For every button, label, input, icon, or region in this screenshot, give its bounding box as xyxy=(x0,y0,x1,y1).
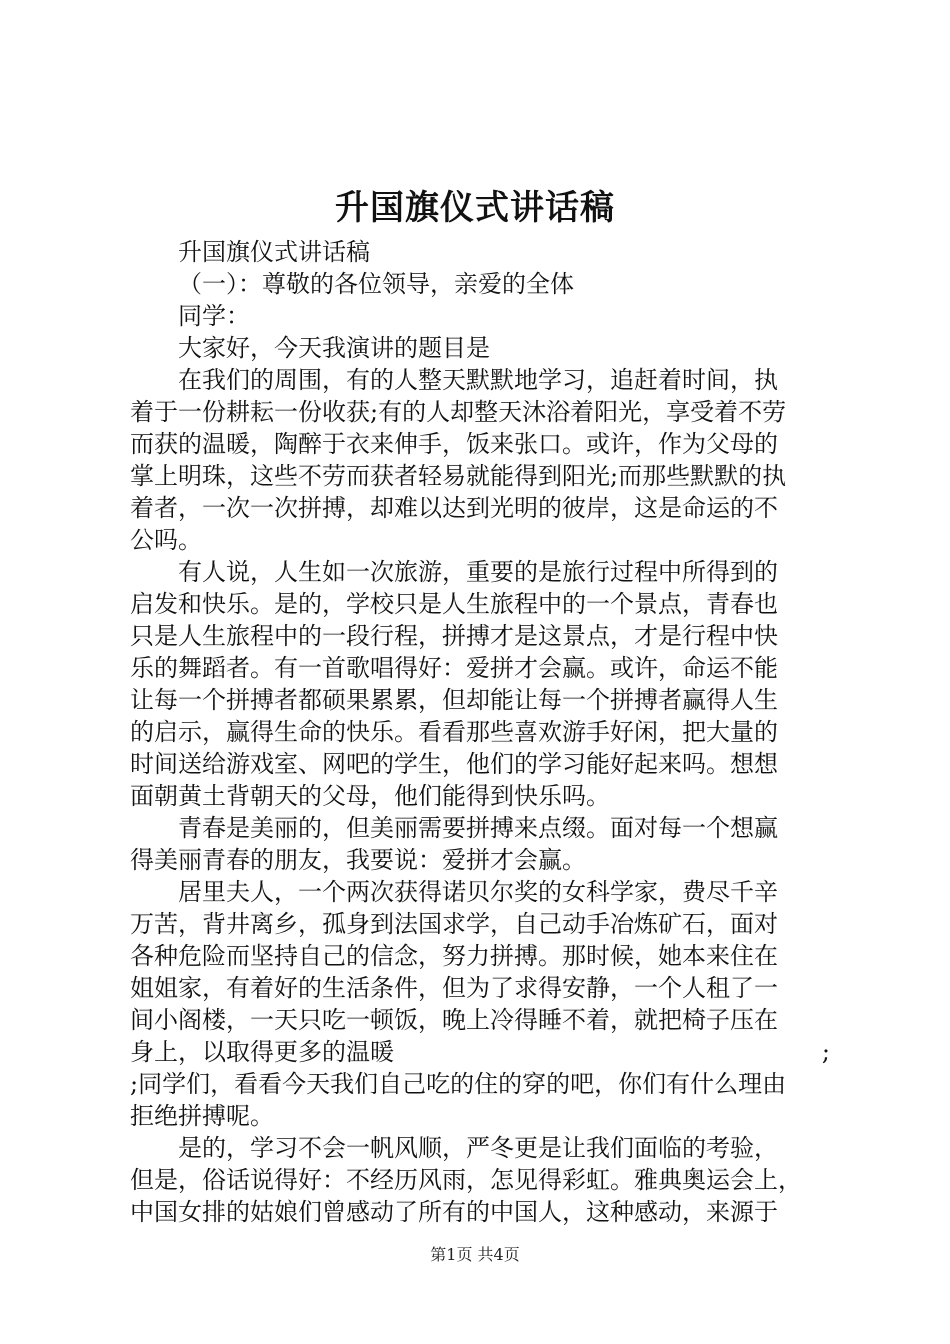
paragraph-line-justified xyxy=(130,1036,830,1068)
paragraph-line: 启发和快乐。是的，学校只是人生旅程中的一个景点，青春也 xyxy=(130,590,778,618)
paragraph-line: 着于一份耕耘一份收获;有的人却整天沐浴着阳光，享受着不劳 xyxy=(130,398,787,426)
paragraph-line: 拒绝拼搏呢。 xyxy=(130,1102,274,1130)
paragraph-line: 只是人生旅程中的一段行程，拼搏才是这景点，才是行程中快 xyxy=(130,622,778,650)
paragraph-line: 大家好，今天我演讲的题目是 xyxy=(178,334,490,362)
page-footer: 第1页 共4页 xyxy=(430,1245,520,1264)
paragraph-line: 得美丽青春的朋友，我要说：爱拼才会赢。 xyxy=(130,846,586,874)
paragraph-line: 有人说，人生如一次旅游，重要的是旅行过程中所得到的 xyxy=(178,558,778,586)
document-title: 升国旗仪式讲话稿 xyxy=(335,188,615,228)
paragraph-line: 但是，俗话说得好：不经历风雨，怎见得彩虹。雅典奥运会上， xyxy=(130,1166,802,1194)
paragraph-line: 掌上明珠，这些不劳而获者轻易就能得到阳光;而那些默默的执 xyxy=(130,462,787,490)
paragraph-line: 时间送给游戏室、网吧的学生，他们的学习能好起来吗。想想 xyxy=(130,750,778,778)
paragraph-line: 各种危险而坚持自己的信念，努力拼搏。那时候，她本来住在 xyxy=(130,942,778,970)
paragraph-line: 在我们的周围，有的人整天默默地学习，追赶着时间，执 xyxy=(178,366,778,394)
paragraph-line: 让每一个拼搏者都硕果累累，但却能让每一个拼搏者赢得人生 xyxy=(130,686,778,714)
paragraph-line: 公吗。 xyxy=(130,526,202,554)
paragraph-line: 的启示，赢得生命的快乐。看看那些喜欢游手好闲，把大量的 xyxy=(130,718,778,746)
paragraph-line: （一）：尊敬的各位领导，亲爱的全体 xyxy=(178,270,574,298)
paragraph-line: 青春是美丽的，但美丽需要拼搏来点缀。面对每一个想赢 xyxy=(178,814,778,842)
paragraph-line-start: 身上，以取得更多的温暖 xyxy=(130,1038,394,1066)
paragraph-line-end: ; xyxy=(821,1038,830,1066)
paragraph-line: 是的，学习不会一帆风顺，严冬更是让我们面临的考验， xyxy=(178,1134,778,1162)
paragraph-line: 着者，一次一次拼搏，却难以达到光明的彼岸，这是命运的不 xyxy=(130,494,778,522)
paragraph-line: 而获的温暖，陶醉于衣来伸手，饭来张口。或许，作为父母的 xyxy=(130,430,778,458)
paragraph-line: ;同学们，看看今天我们自己吃的住的穿的吧，你们有什么理由 xyxy=(130,1070,787,1098)
paragraph-line: 中国女排的姑娘们曾感动了所有的中国人，这种感动，来源于 xyxy=(130,1198,778,1226)
paragraph-line: 间小阁楼，一天只吃一顿饭，晚上冷得睡不着，就把椅子压在 xyxy=(130,1006,778,1034)
paragraph-line: 升国旗仪式讲话稿 xyxy=(178,238,370,266)
paragraph-line: 居里夫人，一个两次获得诺贝尔奖的女科学家，费尽千辛 xyxy=(178,878,778,906)
document-body xyxy=(130,236,830,1228)
paragraph-line: 同学： xyxy=(178,302,250,330)
paragraph-line: 万苦，背井离乡，孤身到法国求学，自己动手冶炼矿石，面对 xyxy=(130,910,778,938)
paragraph-line: 面朝黄土背朝天的父母，他们能得到快乐吗。 xyxy=(130,782,610,810)
paragraph-line: 姐姐家，有着好的生活条件，但为了求得安静，一个人租了一 xyxy=(130,974,778,1002)
paragraph-line: 乐的舞蹈者。有一首歌唱得好：爱拼才会赢。或许，命运不能 xyxy=(130,654,778,682)
